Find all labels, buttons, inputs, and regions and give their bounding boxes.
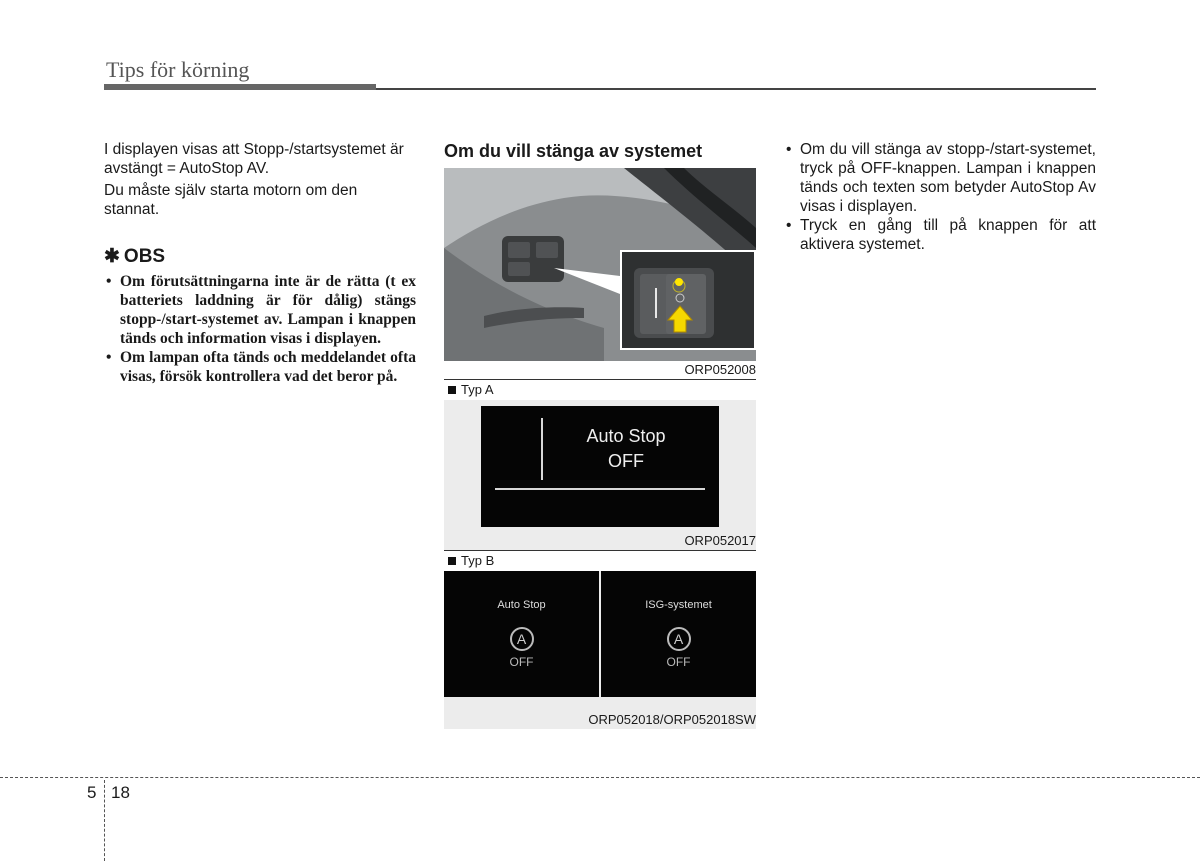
square-bullet-icon [448,557,456,565]
display-title: ISG-systemet [645,599,712,611]
type-b-display-right [601,571,756,697]
figure-code: ORP052018/ORP052018SW [588,712,756,727]
figure-code: ORP052008 [684,362,756,377]
obs-heading-text: OBS [123,246,166,267]
list-item: • Om lampan ofta tänds och meddelandet ofta visas, försök kontrollera vad det beror på. [104,348,416,386]
type-b-label [444,551,756,571]
type-a-display-screen [481,406,719,527]
obs-heading [104,247,416,266]
paragraph: Du måste själv starta motorn om den stannat. [104,182,358,218]
dashboard-button-photo [444,168,756,361]
instruction-list [784,140,1096,254]
display-divider [541,418,543,480]
asterisk-icon: ✱ [104,246,120,267]
footer-rule [0,777,1200,778]
type-a-label [444,380,756,400]
display-title: Auto Stop [586,426,666,446]
type-a-label-text: Typ A [461,382,494,397]
page-header-title: Tips för körning [106,57,250,82]
obs-list [104,272,416,386]
header-rule-thick [104,84,376,90]
middle-column [444,140,756,729]
display-divider [495,488,705,490]
page-number: 18 [111,783,130,802]
type-b-display-left [444,571,599,697]
type-b-label-text: Typ B [461,553,495,568]
list-item: • Tryck en gång till på knappen för att aktivera systemet. [784,216,1096,254]
display-status: OFF [666,655,691,669]
display-title: Auto Stop [497,599,546,611]
auto-stop-icon: A [510,627,534,651]
header-rule-thin [376,88,1096,90]
list-item: • Om förutsättningarna inte är de rätta (t ex batteriets laddning är för dålig) stängs stopp-/start-systemet av. Lampan i knappen tänds och information visas i displayen. [104,272,416,348]
auto-stop-icon: A [667,627,691,651]
dashboard-photo-illustration [444,168,756,361]
chapter-number: 5 [87,783,97,802]
type-a-display-figure [444,400,756,550]
footer-vertical-rule [104,780,105,861]
display-status: OFF [509,655,534,669]
square-bullet-icon [448,386,456,394]
display-status: OFF [608,451,644,471]
list-item: • Om du vill stänga av stopp-/start-systemet, tryck på OFF-knappen. Lampan i knappen tänds och texten som betyder AutoStop Av visas i displayen. [784,140,1096,216]
left-column [104,140,416,386]
paragraph: I displayen visas att Stopp-/startsystemet är avstängt = AutoStop AV. [104,141,404,177]
right-column [784,140,1096,254]
type-b-display-figure [444,571,756,729]
section-heading: Om du vill stänga av systemet [444,141,703,161]
figure-code: ORP052017 [684,533,756,548]
